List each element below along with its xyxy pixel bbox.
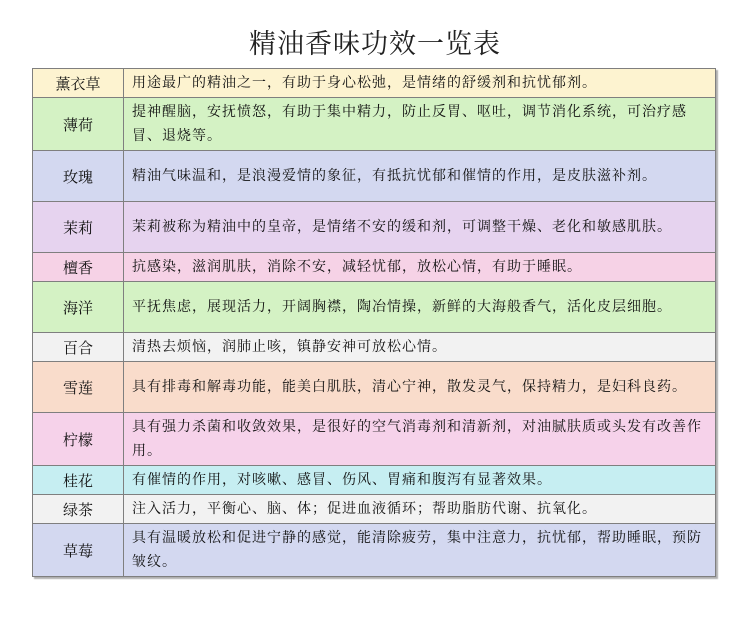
table-row — [33, 413, 716, 466]
oil-name: 玫瑰 — [33, 151, 124, 202]
table-row — [33, 495, 716, 524]
table-row — [33, 151, 716, 202]
oil-name: 檀香 — [33, 253, 124, 282]
oil-name: 桂花 — [33, 466, 124, 495]
oil-name: 柠檬 — [33, 413, 124, 466]
oil-description: 抗感染，滋润肌肤，消除不安，减轻忧郁，放松心情，有助于睡眠。 — [124, 253, 716, 282]
oil-description: 茉莉被称为精油中的皇帝，是情绪不安的缓和剂，可调整干燥、老化和敏感肌肤。 — [124, 202, 716, 253]
oil-name: 草莓 — [33, 524, 124, 577]
oil-name: 薄荷 — [33, 98, 124, 151]
oil-description: 清热去烦恼，润肺止咳，镇静安神可放松心情。 — [124, 333, 716, 362]
oil-description: 具有温暖放松和促进宁静的感觉，能清除疲劳，集中注意力，抗忧郁，帮助睡眠，预防皱纹。 — [124, 524, 716, 577]
essential-oil-table — [32, 68, 716, 577]
table-row — [33, 69, 716, 98]
oil-description: 注入活力，平衡心、脑、体；促进血液循环；帮助脂肪代谢、抗氧化。 — [124, 495, 716, 524]
table-row — [33, 333, 716, 362]
oil-description: 具有强力杀菌和收敛效果，是很好的空气消毒剂和清新剂，对油腻肤质或头发有改善作用。 — [124, 413, 716, 466]
oil-description: 平抚焦虑，展现活力，开阔胸襟，陶冶情操，新鲜的大海般香气，活化皮层细胞。 — [124, 282, 716, 333]
oil-description: 具有排毒和解毒功能，能美白肌肤，清心宁神，散发灵气，保持精力，是妇科良药。 — [124, 362, 716, 413]
oil-name: 绿茶 — [33, 495, 124, 524]
oil-description: 用途最广的精油之一，有助于身心松弛，是情绪的舒缓剂和抗忧郁剂。 — [124, 69, 716, 98]
table-row — [33, 362, 716, 413]
page-title: 精油香味功效一览表 — [249, 29, 501, 60]
oil-name: 薰衣草 — [33, 69, 124, 98]
oil-description: 精油气味温和，是浪漫爱情的象征，有抵抗忧郁和催情的作用，是皮肤滋补剂。 — [124, 151, 716, 202]
oil-description: 提神醒脑，安抚愤怒，有助于集中精力，防止反胃、呕吐，调节消化系统，可治疗感冒、退烧等。 — [124, 98, 716, 151]
oil-name: 茉莉 — [33, 202, 124, 253]
table-row — [33, 202, 716, 253]
table-row — [33, 98, 716, 151]
table-row — [33, 253, 716, 282]
table-row — [33, 524, 716, 577]
oil-description: 有催情的作用，对咳嗽、感冒、伤风、胃痛和腹泻有显著效果。 — [124, 466, 716, 495]
table-row — [33, 282, 716, 333]
table-row — [33, 466, 716, 495]
oil-name: 海洋 — [33, 282, 124, 333]
oil-name: 百合 — [33, 333, 124, 362]
oil-name: 雪莲 — [33, 362, 124, 413]
